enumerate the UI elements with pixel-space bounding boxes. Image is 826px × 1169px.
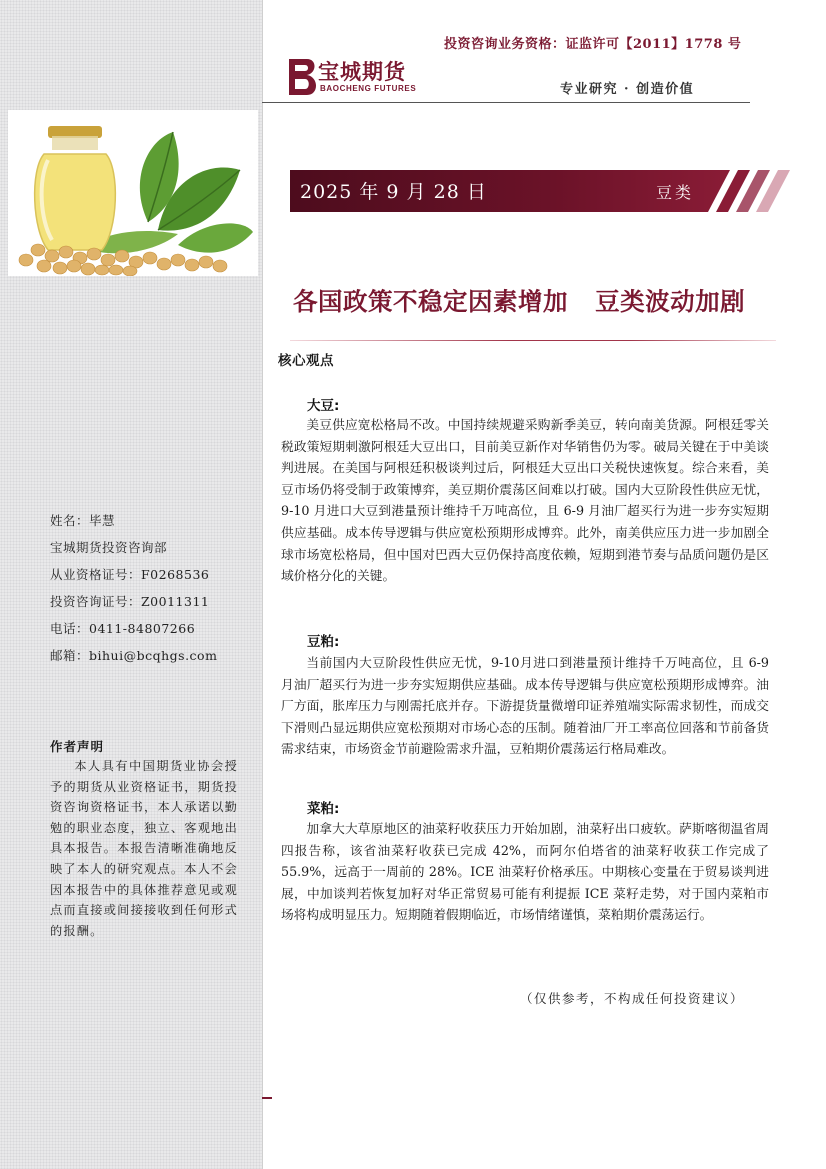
author-phone: 电话：0411-84807266 xyxy=(50,621,196,636)
declaration-title: 作者声明 xyxy=(50,739,105,754)
section-soybean-text: 美豆供应宽松格局不改。中国持续规避采购新季美豆，转向南美货源。阿根廷零关税政策短期刺激阿根廷大豆出口，目前美豆新作对华销售仍为零。破局关键在于中美谈判进展。在美国与阿根廷积极谈判过后，阿根廷大豆出口关税快速恢复。综合来看，美豆市场仍将受制于政策博弈，美豆期价震荡区间难以打破。国内大豆阶段性供应无忧，9-10 月进口大豆到港量预计维持千万吨高位，且 6-9 月油厂超买行为进一步夯实短期供应基础。成本传导逻辑与供应宽松预期形成博弈。此外，南美供应压力进一步加剧全球市场宽松格局，但中国对巴西大豆仍保持高度依赖，短期到港节奏与品质问题仍是区域价格分化的关键。 xyxy=(281,417,769,584)
report-title: 各国政策不稳定因素增加 豆类波动加剧 xyxy=(293,287,746,316)
logo-english-name: BAOCHENG FUTURES xyxy=(320,84,417,93)
author-cert: 从业资格证号：F0268536 xyxy=(50,567,210,582)
author-name: 姓名：毕慧 xyxy=(50,513,116,528)
title-divider xyxy=(290,340,776,341)
section-rapemeal-title: 菜粕: xyxy=(307,801,340,817)
section-rapemeal-text: 加拿大大草原地区的油菜籽收获压力开始加剧，油菜籽出口疲软。萨斯喀彻温省周四报告称，该省油菜籽收获已完成 42%，而阿尔伯塔省的油菜籽收获工作完成了 55.9%，远高于一周前的 28%。ICE 油菜籽价格承压。中期核心变量在于贸易谈判进展，中加谈判若恢复加籽对华正常贸易可能有利提振 ICE 菜籽走势，对于国内菜粕市场将构成明显压力。短期随着假期临近，市场情绪谨慎，菜粕期价震荡运行。 xyxy=(281,821,769,923)
logo-chinese-name: 宝城期货 xyxy=(318,59,406,84)
report-date: 2025 年 9 月 28 日 xyxy=(300,181,487,203)
section-soymeal-title: 豆粕: xyxy=(307,634,340,650)
author-consult-cert: 投资咨询证号：Z0011311 xyxy=(50,594,210,609)
author-contact xyxy=(50,512,250,674)
author-email[interactable]: 邮箱：bihui@bcqhgs.com xyxy=(50,648,218,663)
header-divider xyxy=(262,102,750,103)
footer-mark xyxy=(262,1097,272,1099)
section-soybean-title: 大豆: xyxy=(307,398,340,414)
qualification-text: 投资咨询业务资格：证监许可【2011】1778 号 xyxy=(444,37,742,52)
declaration-text: 本人具有中国期货业协会授予的期货从业资格证书，期货投资咨询资格证书，本人承诺以勤勉的职业态度，独立、客观地出具本报告。本报告清晰准确地反映了本人的研究观点。本人不会因本报告中的具体推荐意见或观点而直接或间接接收到任何形式的报酬。 xyxy=(50,759,238,938)
soybean-oil-illustration xyxy=(8,110,258,276)
sidebar xyxy=(0,0,263,1169)
section-soymeal-text: 当前国内大豆阶段性供应无忧，9-10月进口到港量预计维持千万吨高位，且 6-9 月油厂超买行为进一步夯实短期供应基础。成本传导逻辑与供应宽松预期形成博弈。油厂方面，胀库压力与刚需托底并存。下游提货量微增印证养殖端实际需求韧性，而成交下滑则凸显远期供应宽松预期对市场心态的压制。随着油厂开工率高位回落和节前备货需求结束，市场资金节前避险需求升温，豆粕期价震荡运行格局难改。 xyxy=(281,655,769,757)
report-category: 豆类 xyxy=(656,183,695,202)
soybean-oil-photo xyxy=(8,110,258,276)
author-dept: 宝城期货投资咨询部 xyxy=(50,540,168,555)
core-heading: 核心观点 xyxy=(278,353,334,369)
slogan: 专业研究 · 创造价值 xyxy=(560,82,695,97)
disclaimer: （仅供参考，不构成任何投资建议） xyxy=(520,991,745,1006)
